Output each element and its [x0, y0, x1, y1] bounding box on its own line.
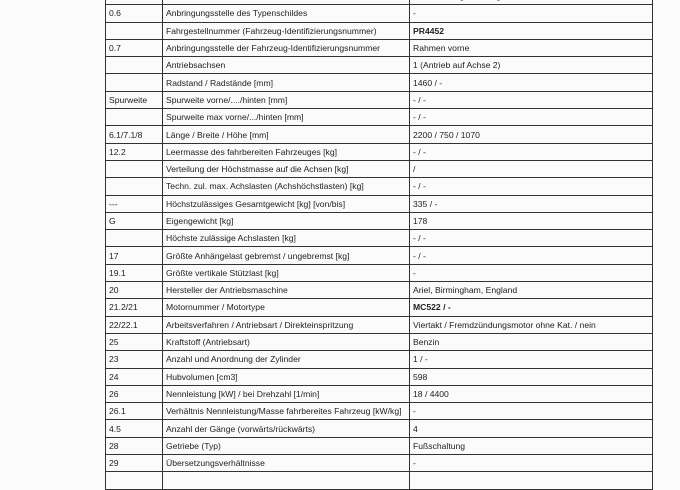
- row-label: Verteilung der Höchstmasse auf die Achsen [kg]: [163, 160, 410, 177]
- row-code: [106, 230, 163, 247]
- row-value: Benzin: [410, 333, 653, 350]
- row-code: 19.1: [106, 264, 163, 281]
- table-row: [106, 160, 653, 177]
- row-code: 20: [106, 282, 163, 299]
- row-code: 4.5: [106, 420, 163, 437]
- row-value: Viertakt / Fremdzündungsmotor ohne Kat. / nein: [410, 316, 653, 333]
- table-row: [106, 420, 653, 437]
- row-code: 24: [106, 368, 163, 385]
- table-row: [106, 126, 653, 143]
- row-label: Motornummer / Motortype: [163, 299, 410, 316]
- row-value: 1460 / -: [410, 74, 653, 91]
- row-code: 21.2/21: [106, 299, 163, 316]
- row-value: 335 / -: [410, 195, 653, 212]
- row-code: 0.6: [106, 5, 163, 22]
- table-row: [106, 247, 653, 264]
- table-row: [106, 385, 653, 402]
- row-code: [106, 178, 163, 195]
- row-label: Arbeitsverfahren / Antriebsart / Direkteinspritzung: [163, 316, 410, 333]
- vehicle-data-sheet: [105, 0, 653, 490]
- row-value: Ariel, Birmingham, England: [410, 282, 653, 299]
- row-label: Spurweite vorne/..../hinten [mm]: [163, 91, 410, 108]
- row-label: Antriebsachsen: [163, 57, 410, 74]
- row-label: Anzahl und Anordnung der Zylinder: [163, 351, 410, 368]
- row-label: Höchstzulässiges Gesamtgewicht [kg] [von/bis]: [163, 195, 410, 212]
- row-code: Spurweite: [106, 91, 163, 108]
- row-code: 26: [106, 385, 163, 402]
- table-row: [106, 212, 653, 229]
- row-label: Radstand / Radstände [mm]: [163, 74, 410, 91]
- row-value: 4: [410, 420, 653, 437]
- table-row: [106, 472, 653, 489]
- row-value: 178: [410, 212, 653, 229]
- row-label: Getriebe (Typ): [163, 437, 410, 454]
- row-code: [106, 160, 163, 177]
- row-code: [106, 472, 163, 489]
- row-code: [106, 74, 163, 91]
- row-value: 598: [410, 368, 653, 385]
- row-value: - / -: [410, 143, 653, 160]
- row-value: -: [410, 264, 653, 281]
- table-row: [106, 91, 653, 108]
- row-code: 0.7: [106, 39, 163, 56]
- row-value: MC522 / -: [410, 299, 653, 316]
- row-label: Größte vertikale Stützlast [kg]: [163, 264, 410, 281]
- row-code: 6.1/7.1/8: [106, 126, 163, 143]
- row-label: Nennleistung [kW] / bei Drehzahl [1/min]: [163, 385, 410, 402]
- row-code: 26.1: [106, 403, 163, 420]
- table-row: [106, 195, 653, 212]
- row-code: 25: [106, 333, 163, 350]
- row-value: -: [410, 455, 653, 472]
- vehicle-spec-table: [105, 0, 653, 490]
- row-code: 23: [106, 351, 163, 368]
- table-row: [106, 230, 653, 247]
- row-value: -: [410, 5, 653, 22]
- row-value: - / -: [410, 247, 653, 264]
- row-value: 1 (Antrieb auf Achse 2): [410, 57, 653, 74]
- row-label: Techn. zul. max. Achslasten (Achshöchstlasten) [kg]: [163, 178, 410, 195]
- row-label: Verhältnis Nennleistung/Masse fahrbereites Fahrzeug [kW/kg]: [163, 403, 410, 420]
- row-label: Länge / Breite / Höhe [mm]: [163, 126, 410, 143]
- row-label: Fahrgestellnummer (Fahrzeug-Identifizierungsnummer): [163, 22, 410, 39]
- row-label: Höchste zulässige Achslasten [kg]: [163, 230, 410, 247]
- row-label: Anbringungsstelle der Fahrzeug-Identifizierungsnummer: [163, 39, 410, 56]
- row-label: [163, 472, 410, 489]
- table-row: [106, 368, 653, 385]
- row-label: Eigengewicht [kg]: [163, 212, 410, 229]
- row-code: ---: [106, 195, 163, 212]
- row-value: /: [410, 160, 653, 177]
- row-code: [106, 57, 163, 74]
- table-row: [106, 5, 653, 22]
- row-label: Hubvolumen [cm3]: [163, 368, 410, 385]
- row-code: 28: [106, 437, 163, 454]
- table-row: [106, 57, 653, 74]
- table-row: [106, 264, 653, 281]
- row-code: G: [106, 212, 163, 229]
- table-row: [106, 74, 653, 91]
- row-value: PR4452: [410, 22, 653, 39]
- row-value: Fußschaltung: [410, 437, 653, 454]
- row-value: 1 / -: [410, 351, 653, 368]
- table-row: [106, 351, 653, 368]
- row-code: 12.2: [106, 143, 163, 160]
- table-row: [106, 437, 653, 454]
- row-value: 2200 / 750 / 1070: [410, 126, 653, 143]
- row-label: Hersteller der Antriebsmaschine: [163, 282, 410, 299]
- table-row: [106, 22, 653, 39]
- row-label: Anbringungsstelle des Typenschildes: [163, 5, 410, 22]
- row-code: 29: [106, 455, 163, 472]
- table-row: [106, 39, 653, 56]
- row-label: Kraftstoff (Antriebsart): [163, 333, 410, 350]
- row-value: -: [410, 403, 653, 420]
- row-code: 17: [106, 247, 163, 264]
- table-row: [106, 143, 653, 160]
- row-value: Rahmen vorne: [410, 39, 653, 56]
- table-row: [106, 299, 653, 316]
- row-value: - / -: [410, 91, 653, 108]
- row-label: Leermasse des fahrbereiten Fahrzeuges [kg]: [163, 143, 410, 160]
- row-label: Größte Anhängelast gebremst / ungebremst [kg]: [163, 247, 410, 264]
- table-row: [106, 109, 653, 126]
- table-row: [106, 455, 653, 472]
- table-row: [106, 403, 653, 420]
- row-value: - / -: [410, 109, 653, 126]
- row-label: Spurweite max vorne/.../hinten [mm]: [163, 109, 410, 126]
- row-code: [106, 109, 163, 126]
- row-label: Übersetzungsverhältnisse: [163, 455, 410, 472]
- row-value: 18 / 4400: [410, 385, 653, 402]
- row-code: [106, 22, 163, 39]
- table-row: [106, 316, 653, 333]
- row-code: 22/22.1: [106, 316, 163, 333]
- table-row: [106, 333, 653, 350]
- table-row: [106, 178, 653, 195]
- row-value: [410, 472, 653, 489]
- row-label: Anzahl der Gänge (vorwärts/rückwärts): [163, 420, 410, 437]
- row-value: - / -: [410, 178, 653, 195]
- row-value: - / -: [410, 230, 653, 247]
- table-row: [106, 282, 653, 299]
